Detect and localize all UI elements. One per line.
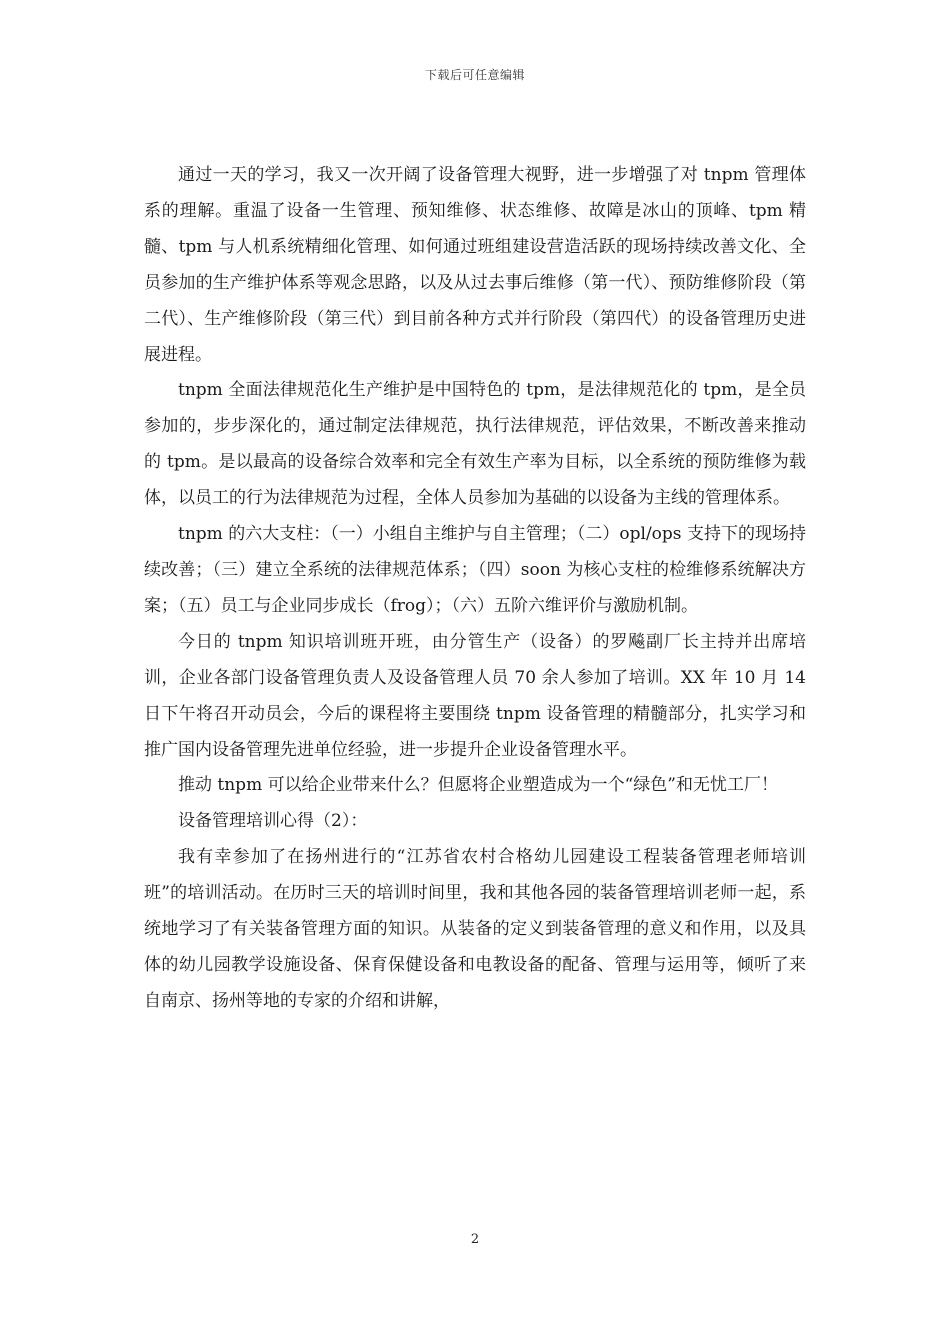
page-header: 下载后可任意编辑 [424, 68, 525, 82]
body-paragraph: 我有幸参加了在扬州进行的“江苏省农村合格幼儿园建设工程装备管理老师培训班”的培训活动。在历时三天的培训时间里，我和其他各园的装备管理培训老师一起，系统地学习了有关装备管理方面的知识。从装备的定义到装备管理的意义和作用，以及具体的幼儿园教学设施设备、保育保健设备和电教设备的配备、管理与运用等，倾听了来自南京、扬州等地的专家的介绍和讲解， [144, 847, 806, 1011]
body-paragraph: tnpm 的六大支柱：（一）小组自主维护与自主管理；（二）opl/ops 支持下的现场持续改善；（三）建立全系统的法律规范体系；（四）soon 为核心支柱的检维修系统解决方案；（五）员工与企业同步成长（frog）；（六）五阶六维评价与激励机制。 [144, 524, 806, 616]
page-number: 2 [470, 1232, 480, 1247]
section-heading: 设备管理培训心得（2）： [178, 811, 368, 832]
body-paragraph: 推动 tnpm 可以给企业带来什么？但愿将企业塑造成为一个“绿色”和无忧工厂！ [178, 775, 778, 796]
body-paragraph: 今日的 tnpm 知识培训班开班，由分管生产（设备）的罗飚副厂长主持并出席培训，企业各部门设备管理负责人及设备管理人员 70 余人参加了培训。XX 年 10 月 14 日下午将召开动员会，今后的课程将主要围绕 tnpm 设备管理的精髓部分，扎实学习和推广国内设备管理先进单位经验，进一步提升企业设备管理水平。 [144, 631, 806, 760]
document-body [144, 158, 806, 1020]
body-paragraph: 通过一天的学习，我又一次开阔了设备管理大视野，进一步增强了对 tnpm 管理体系的理解。重温了设备一生管理、预知维修、状态维修、故障是冰山的顶峰、tpm 精髓、tpm 与人机系统精细化管理、如何通过班组建设营造活跃的现场持续改善文化、全员参加的生产维护体系等观念思路，以及从过去事后维修（第一代）、预防维修阶段（第二代）、生产维修阶段（第三代）到目前各种方式并行阶段（第四代）的设备管理历史进展进程。 [144, 165, 806, 365]
body-paragraph: tnpm 全面法律规范化生产维护是中国特色的 tpm，是法律规范化的 tpm，是全员参加的，步步深化的，通过制定法律规范，执行法律规范，评估效果，不断改善来推动的 tpm。是以最高的设备综合效率和完全有效生产率为目标，以全系统的预防维修为载体，以员工的行为法律规范为过程，全体人员参加为基础的以设备为主线的管理体系。 [144, 380, 806, 509]
